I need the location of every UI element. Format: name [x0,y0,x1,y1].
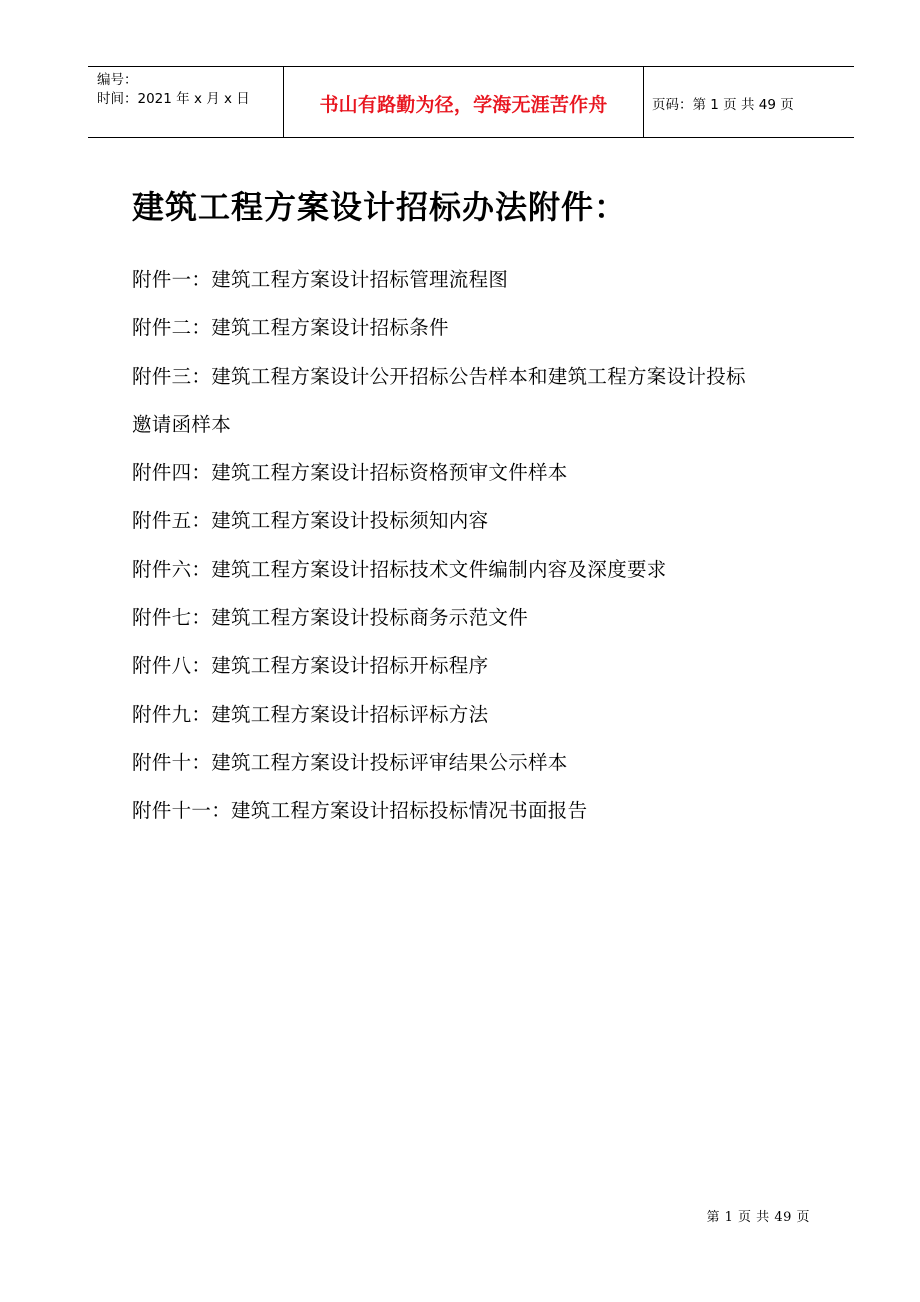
page-header [88,66,854,138]
annex-list [132,256,822,836]
motto-text: 书山有路勤为径，学海无涯苦作舟 [319,93,608,116]
annex-item-3: 附件三：建筑工程方案设计公开招标公告样本和建筑工程方案设计投标 [132,364,746,388]
annex-item-4: 附件四：建筑工程方案设计招标资格预审文件样本 [132,461,568,485]
document-title: 建筑工程方案设计招标办法附件： [132,188,628,226]
annex-item-6: 附件六：建筑工程方案设计招标技术文件编制内容及深度要求 [132,557,667,581]
header-motto-cell [284,67,644,137]
annex-item-5: 附件五：建筑工程方案设计投标须知内容 [132,509,489,533]
document-date: 时间：2021 年 x 月 x 日 [97,91,250,107]
annex-item-7: 附件七：建筑工程方案设计投标商务示范文件 [132,606,529,630]
footer-page-number: 第 1 页 共 49 页 [706,1210,810,1225]
annex-item-9: 附件九：建筑工程方案设计招标评标方法 [132,702,489,726]
header-page-cell [644,67,854,137]
annex-item-10: 附件十：建筑工程方案设计投标评审结果公示样本 [132,750,568,774]
annex-item-2: 附件二：建筑工程方案设计招标条件 [132,316,449,340]
annex-item-1: 附件一：建筑工程方案设计招标管理流程图 [132,268,509,291]
document-number-label: 编号： [97,72,138,88]
annex-item-11: 附件十一：建筑工程方案设计招标投标情况书面报告 [132,799,588,823]
annex-item-3-continued: 邀请函样本 [132,412,232,436]
page-footer [707,1206,810,1225]
annex-item-8: 附件八：建筑工程方案设计招标开标程序 [132,654,489,678]
header-page-info: 页码：第 1 页 共 49 页 [652,97,794,113]
header-meta-cell [88,67,284,137]
